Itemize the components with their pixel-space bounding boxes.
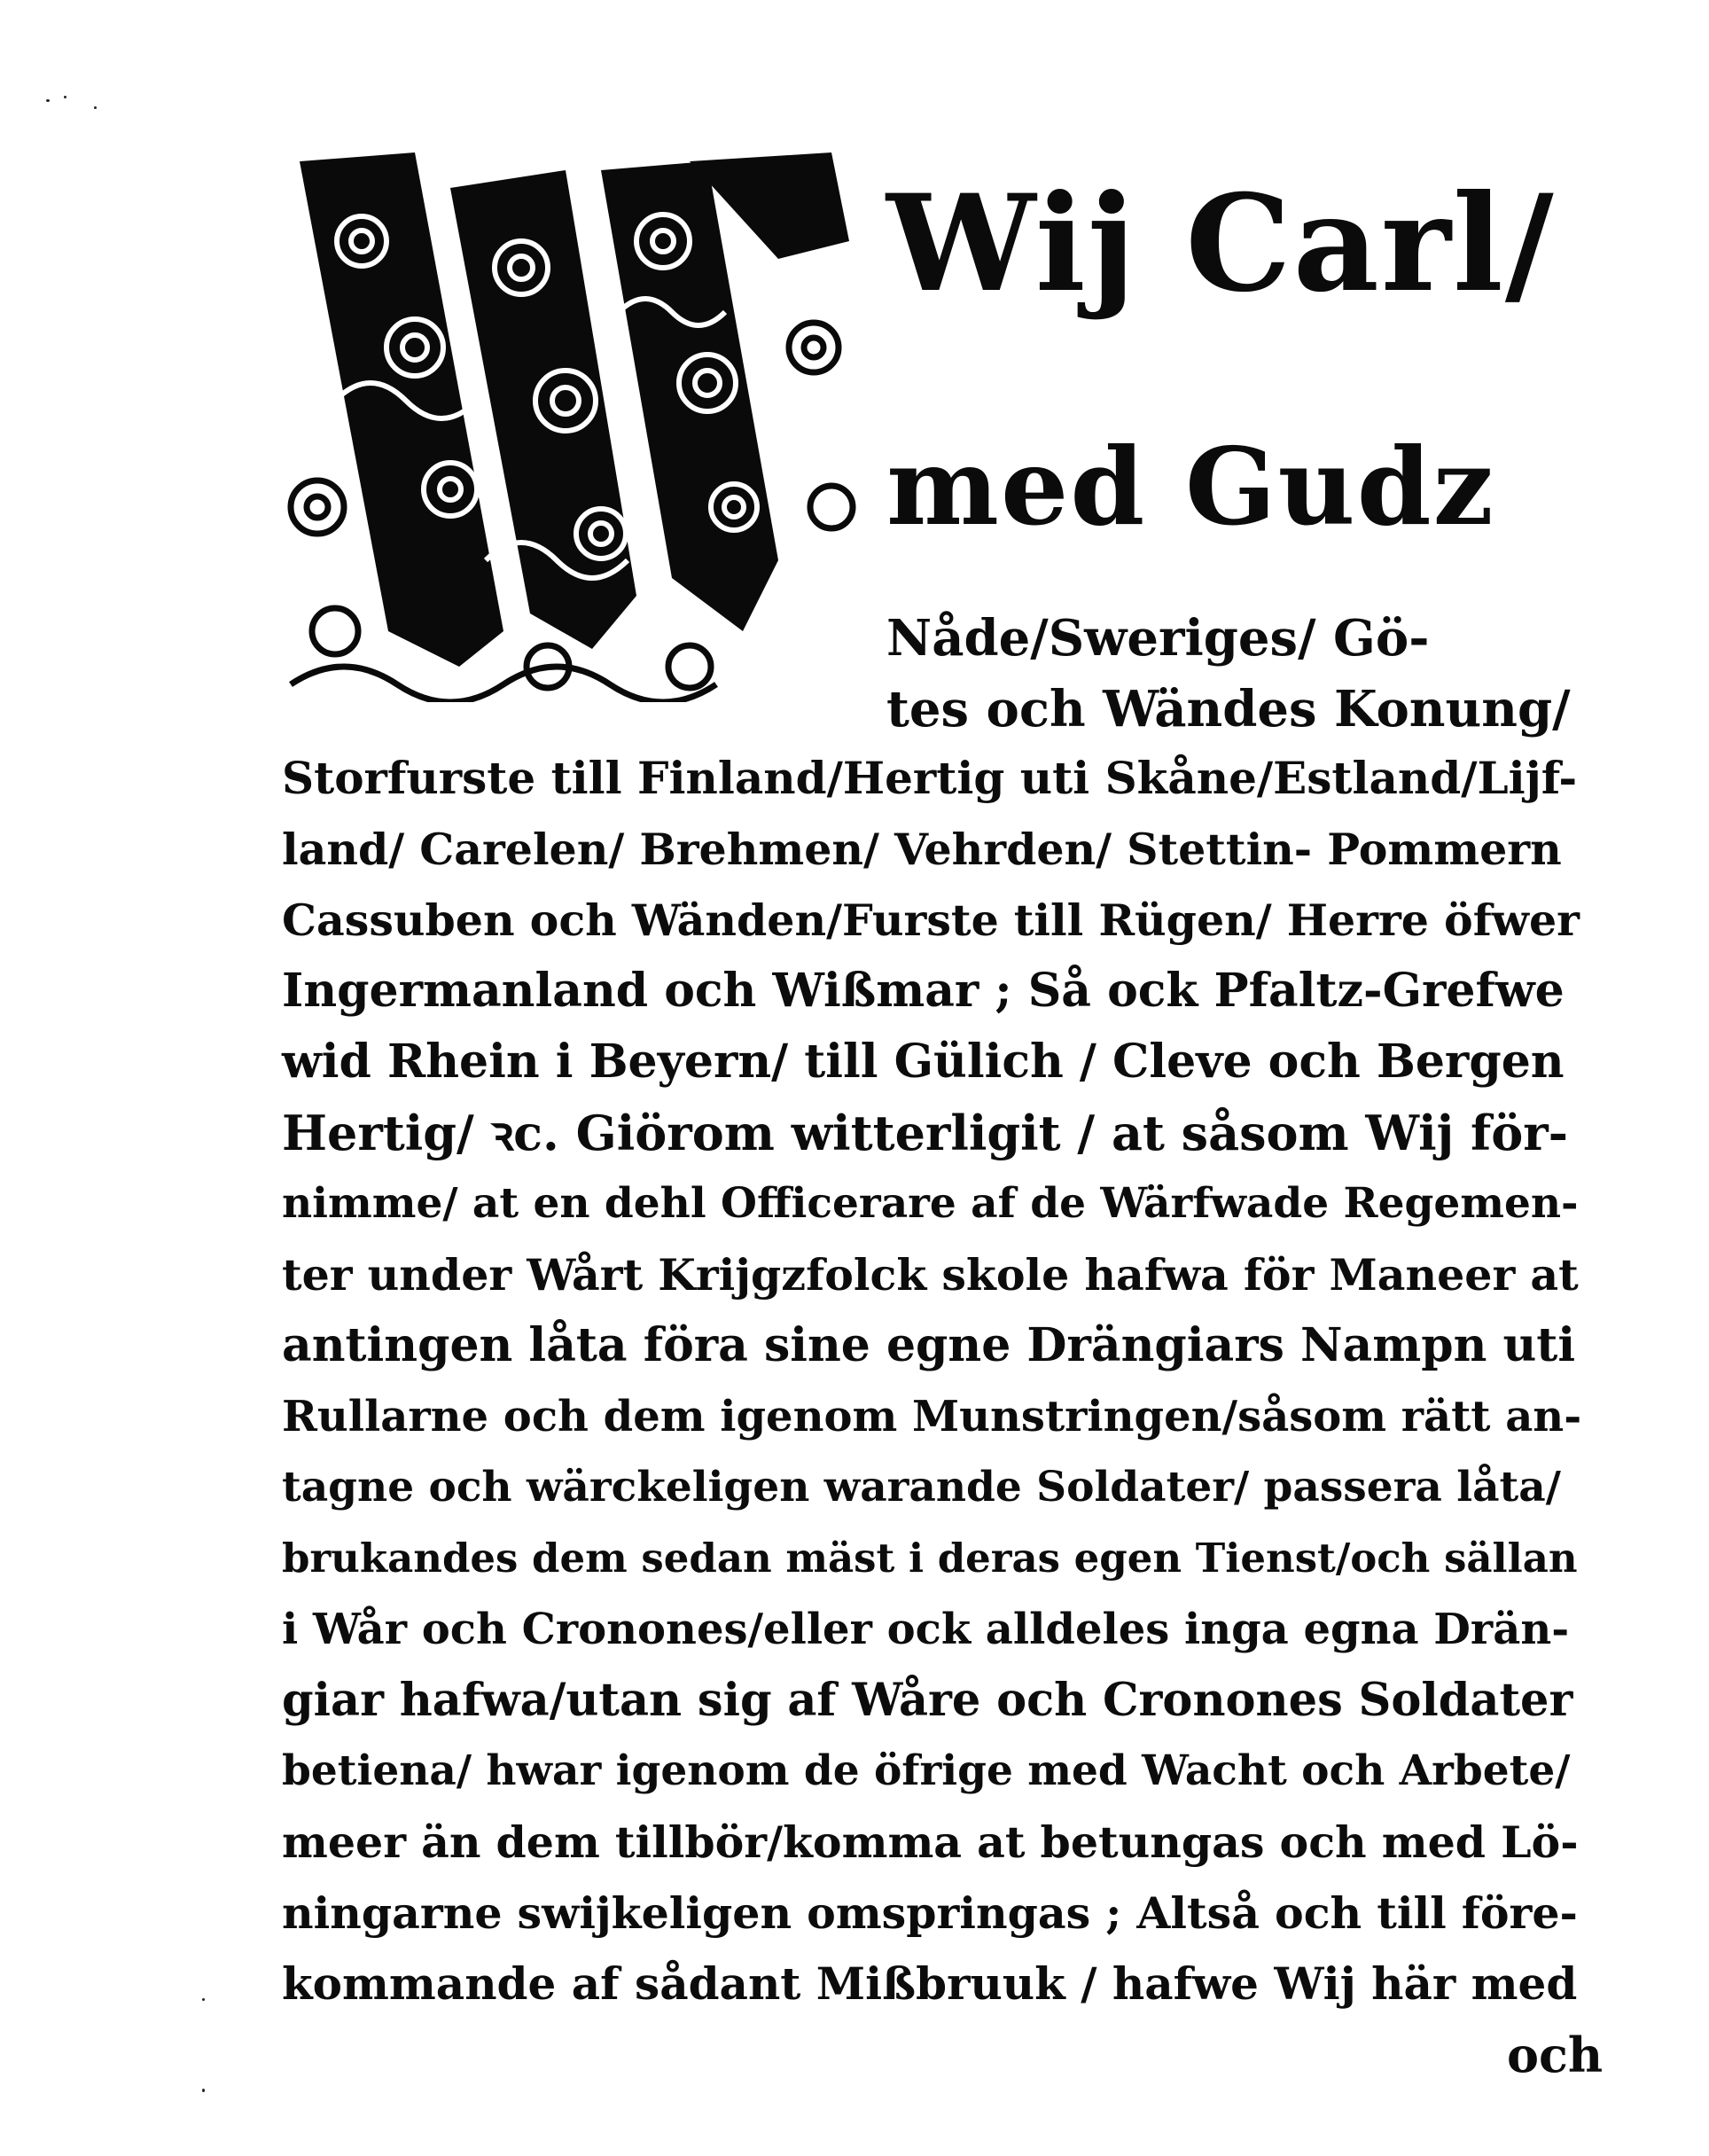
text-line: i Wår och Cronones/eller ock alldeles inga egna Drän-: [282, 1605, 1570, 1654]
text-line: brukandes dem sedan mäst i deras egen Tienst/och sällan: [282, 1535, 1578, 1582]
text-line: wid Rhein i Beyern/ till Gülich / Cleve och Bergen: [282, 1035, 1565, 1089]
text-line: Cassuben och Wänden/Furste till Rügen/ Herre öfwer: [282, 894, 1580, 946]
heading-line-1: Wij Carl/: [886, 166, 1556, 322]
scan-speck: [64, 96, 66, 98]
text-line: kommande af sådant Mißbruuk / hafwe Wij här med: [282, 1957, 1578, 2010]
ornamental-initial-w: [282, 135, 867, 702]
text-line: Nåde/Sweriges/ Gö-: [886, 609, 1430, 668]
text-line: Ingermanland och Wißmar ; Så ock Pfaltz-Grefwe: [282, 964, 1565, 1018]
text-line: giar hafwa/utan sig af Wåre och Cronones Soldater: [282, 1674, 1573, 1727]
text-line: Storfurste till Finland/Hertig uti Skåne/Estland/Lijf-: [282, 752, 1578, 804]
text-line: betiena/ hwar igenom de öfrige med Wacht och Arbete/: [282, 1746, 1571, 1795]
text-line: meer än dem tillbör/komma at betungas och med Lö-: [282, 1816, 1579, 1868]
heading-line-2: med Gudz: [886, 425, 1495, 550]
scan-speck: [46, 99, 50, 102]
text-line: ningarne swijkeligen omspringas ; Altså och till före-: [282, 1887, 1578, 1939]
text-line: tagne och wärckeligen warande Soldater/ passera låta/: [282, 1463, 1561, 1512]
text-line: ter under Wårt Krijgzfolck skole hafwa för Maneer at: [282, 1249, 1579, 1301]
text-line: tes och Wändes Konung/: [886, 680, 1571, 738]
scan-speck: [202, 1998, 205, 2001]
text-line: Hertig/ ꝛc. Giörom witterligit / at såsom Wij för-: [282, 1105, 1569, 1161]
text-line: nimme/ at en dehl Officerare af de Wärfwade Regemen-: [282, 1179, 1579, 1228]
catchword: och: [1507, 2027, 1604, 2083]
text-line: land/ Carelen/ Brehmen/ Vehrden/ Stettin- Pommern: [282, 824, 1562, 875]
scan-speck: [94, 106, 97, 109]
text-line: antingen låta föra sine egne Drängiars Nampn uti: [282, 1318, 1576, 1372]
scan-speck: [202, 2089, 205, 2092]
text-line: Rullarne och dem igenom Munstringen/såsom rätt an-: [282, 1392, 1582, 1441]
